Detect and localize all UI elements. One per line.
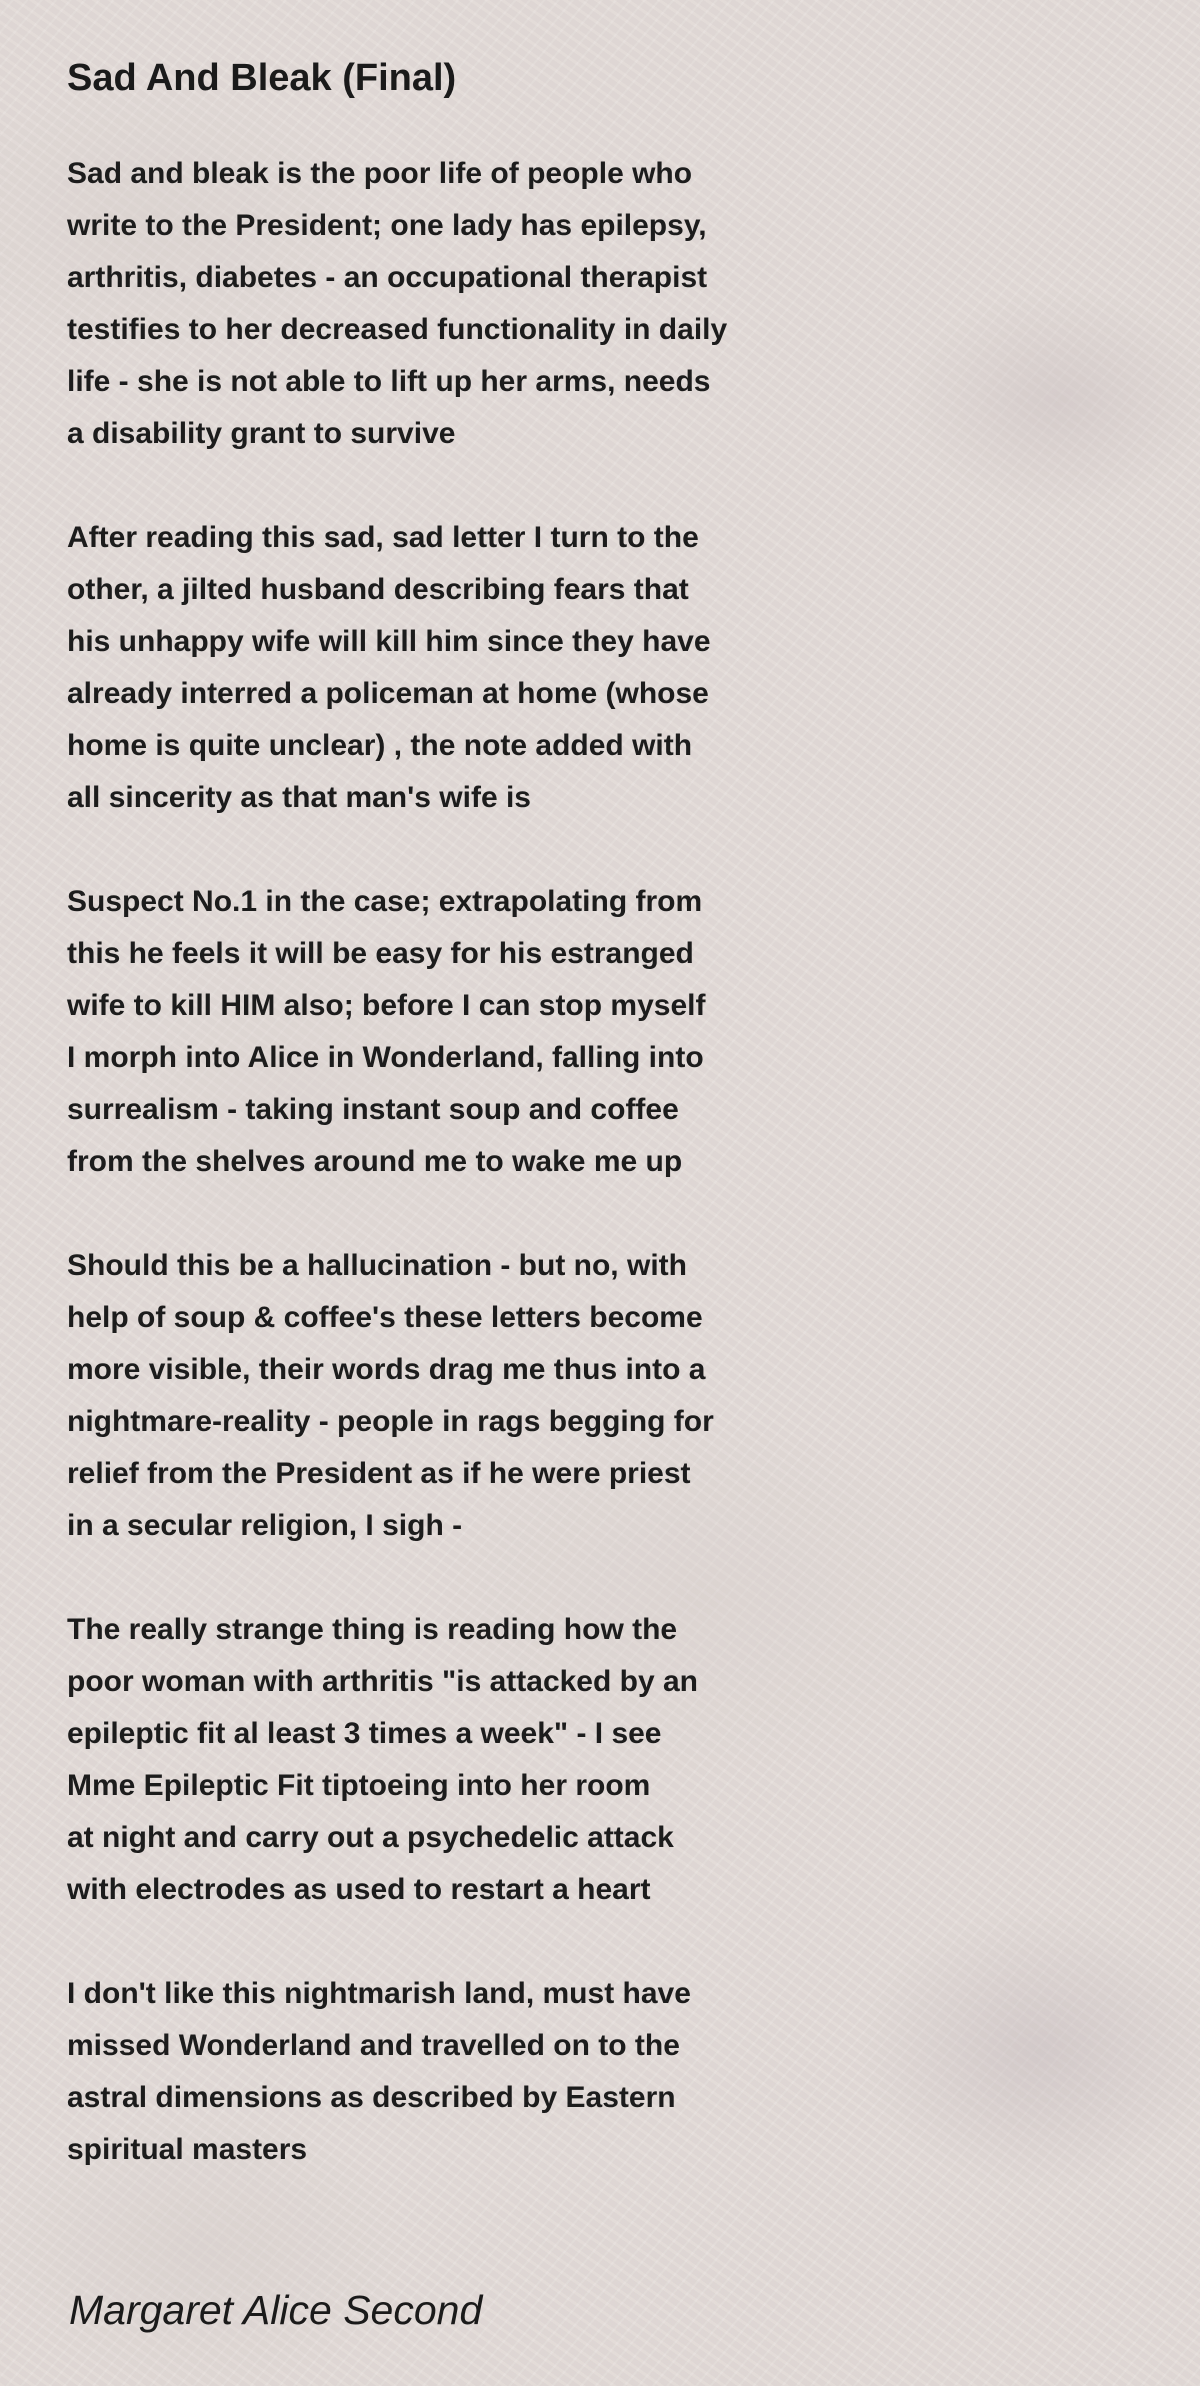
poem-line: relief from the President as if he were priest (67, 1457, 691, 1490)
poem-line: poor woman with arthritis "is attacked by an (67, 1665, 699, 1698)
poem-line: from the shelves around me to wake me up (67, 1145, 683, 1178)
poem-body (67, 148, 827, 2228)
poem-line: other, a jilted husband describing fears that (67, 573, 689, 606)
poem-line: write to the President; one lady has epilepsy, (67, 209, 707, 242)
poem-line: Should this be a hallucination - but no, with (67, 1249, 687, 1282)
stanza-5 (67, 1604, 827, 1916)
poem-line: a disability grant to survive (67, 417, 456, 450)
poem-line: epileptic fit al least 3 times a week" - I see (67, 1717, 662, 1750)
poem-line: his unhappy wife will kill him since they have (67, 625, 711, 658)
poem-line: at night and carry out a psychedelic attack (67, 1821, 674, 1854)
poem-line: Mme Epileptic Fit tiptoeing into her room (67, 1769, 651, 1802)
poem-line: After reading this sad, sad letter I turn to the (67, 521, 699, 554)
stanza-6 (67, 1968, 827, 2176)
stanza-1 (67, 148, 827, 460)
poem-line: all sincerity as that man's wife is (67, 781, 531, 814)
poem-line: surrealism - taking instant soup and coffee (67, 1093, 679, 1126)
poem-line: missed Wonderland and travelled on to the (67, 2029, 680, 2062)
stanza-4 (67, 1240, 827, 1552)
poem-line: already interred a policeman at home (whose (67, 677, 709, 710)
poem-line: Sad and bleak is the poor life of people who (67, 157, 693, 190)
poem-line: life - she is not able to lift up her arms, needs (67, 365, 711, 398)
poem-author: Margaret Alice Second (69, 2287, 483, 2333)
poem-line: I morph into Alice in Wonderland, falling into (67, 1041, 704, 1074)
poem-line: astral dimensions as described by Eastern (67, 2081, 676, 2114)
poem-line: help of soup & coffee's these letters become (67, 1301, 703, 1334)
poem-line: Suspect No.1 in the case; extrapolating from (67, 885, 703, 918)
poem-line: in a secular religion, I sigh - (67, 1509, 463, 1542)
poem-line: nightmare-reality - people in rags begging for (67, 1405, 714, 1438)
poem-line: with electrodes as used to restart a heart (67, 1873, 651, 1906)
poem-title: Sad And Bleak (Final) (67, 57, 457, 99)
poem-line: this he feels it will be easy for his estranged (67, 937, 694, 970)
poem-line: I don't like this nightmarish land, must have (67, 1977, 691, 2010)
poem-line: spiritual masters (67, 2133, 308, 2166)
poem-line: testifies to her decreased functionality in daily (67, 313, 728, 346)
stanza-3 (67, 876, 827, 1188)
poem-line: home is quite unclear) , the note added with (67, 729, 693, 762)
poem-line: arthritis, diabetes - an occupational therapist (67, 261, 708, 294)
poem-line: The really strange thing is reading how the (67, 1613, 678, 1646)
stanza-2 (67, 512, 827, 824)
poem-line: wife to kill HIM also; before I can stop myself (67, 989, 706, 1022)
poem-line: more visible, their words drag me thus into a (67, 1353, 706, 1386)
